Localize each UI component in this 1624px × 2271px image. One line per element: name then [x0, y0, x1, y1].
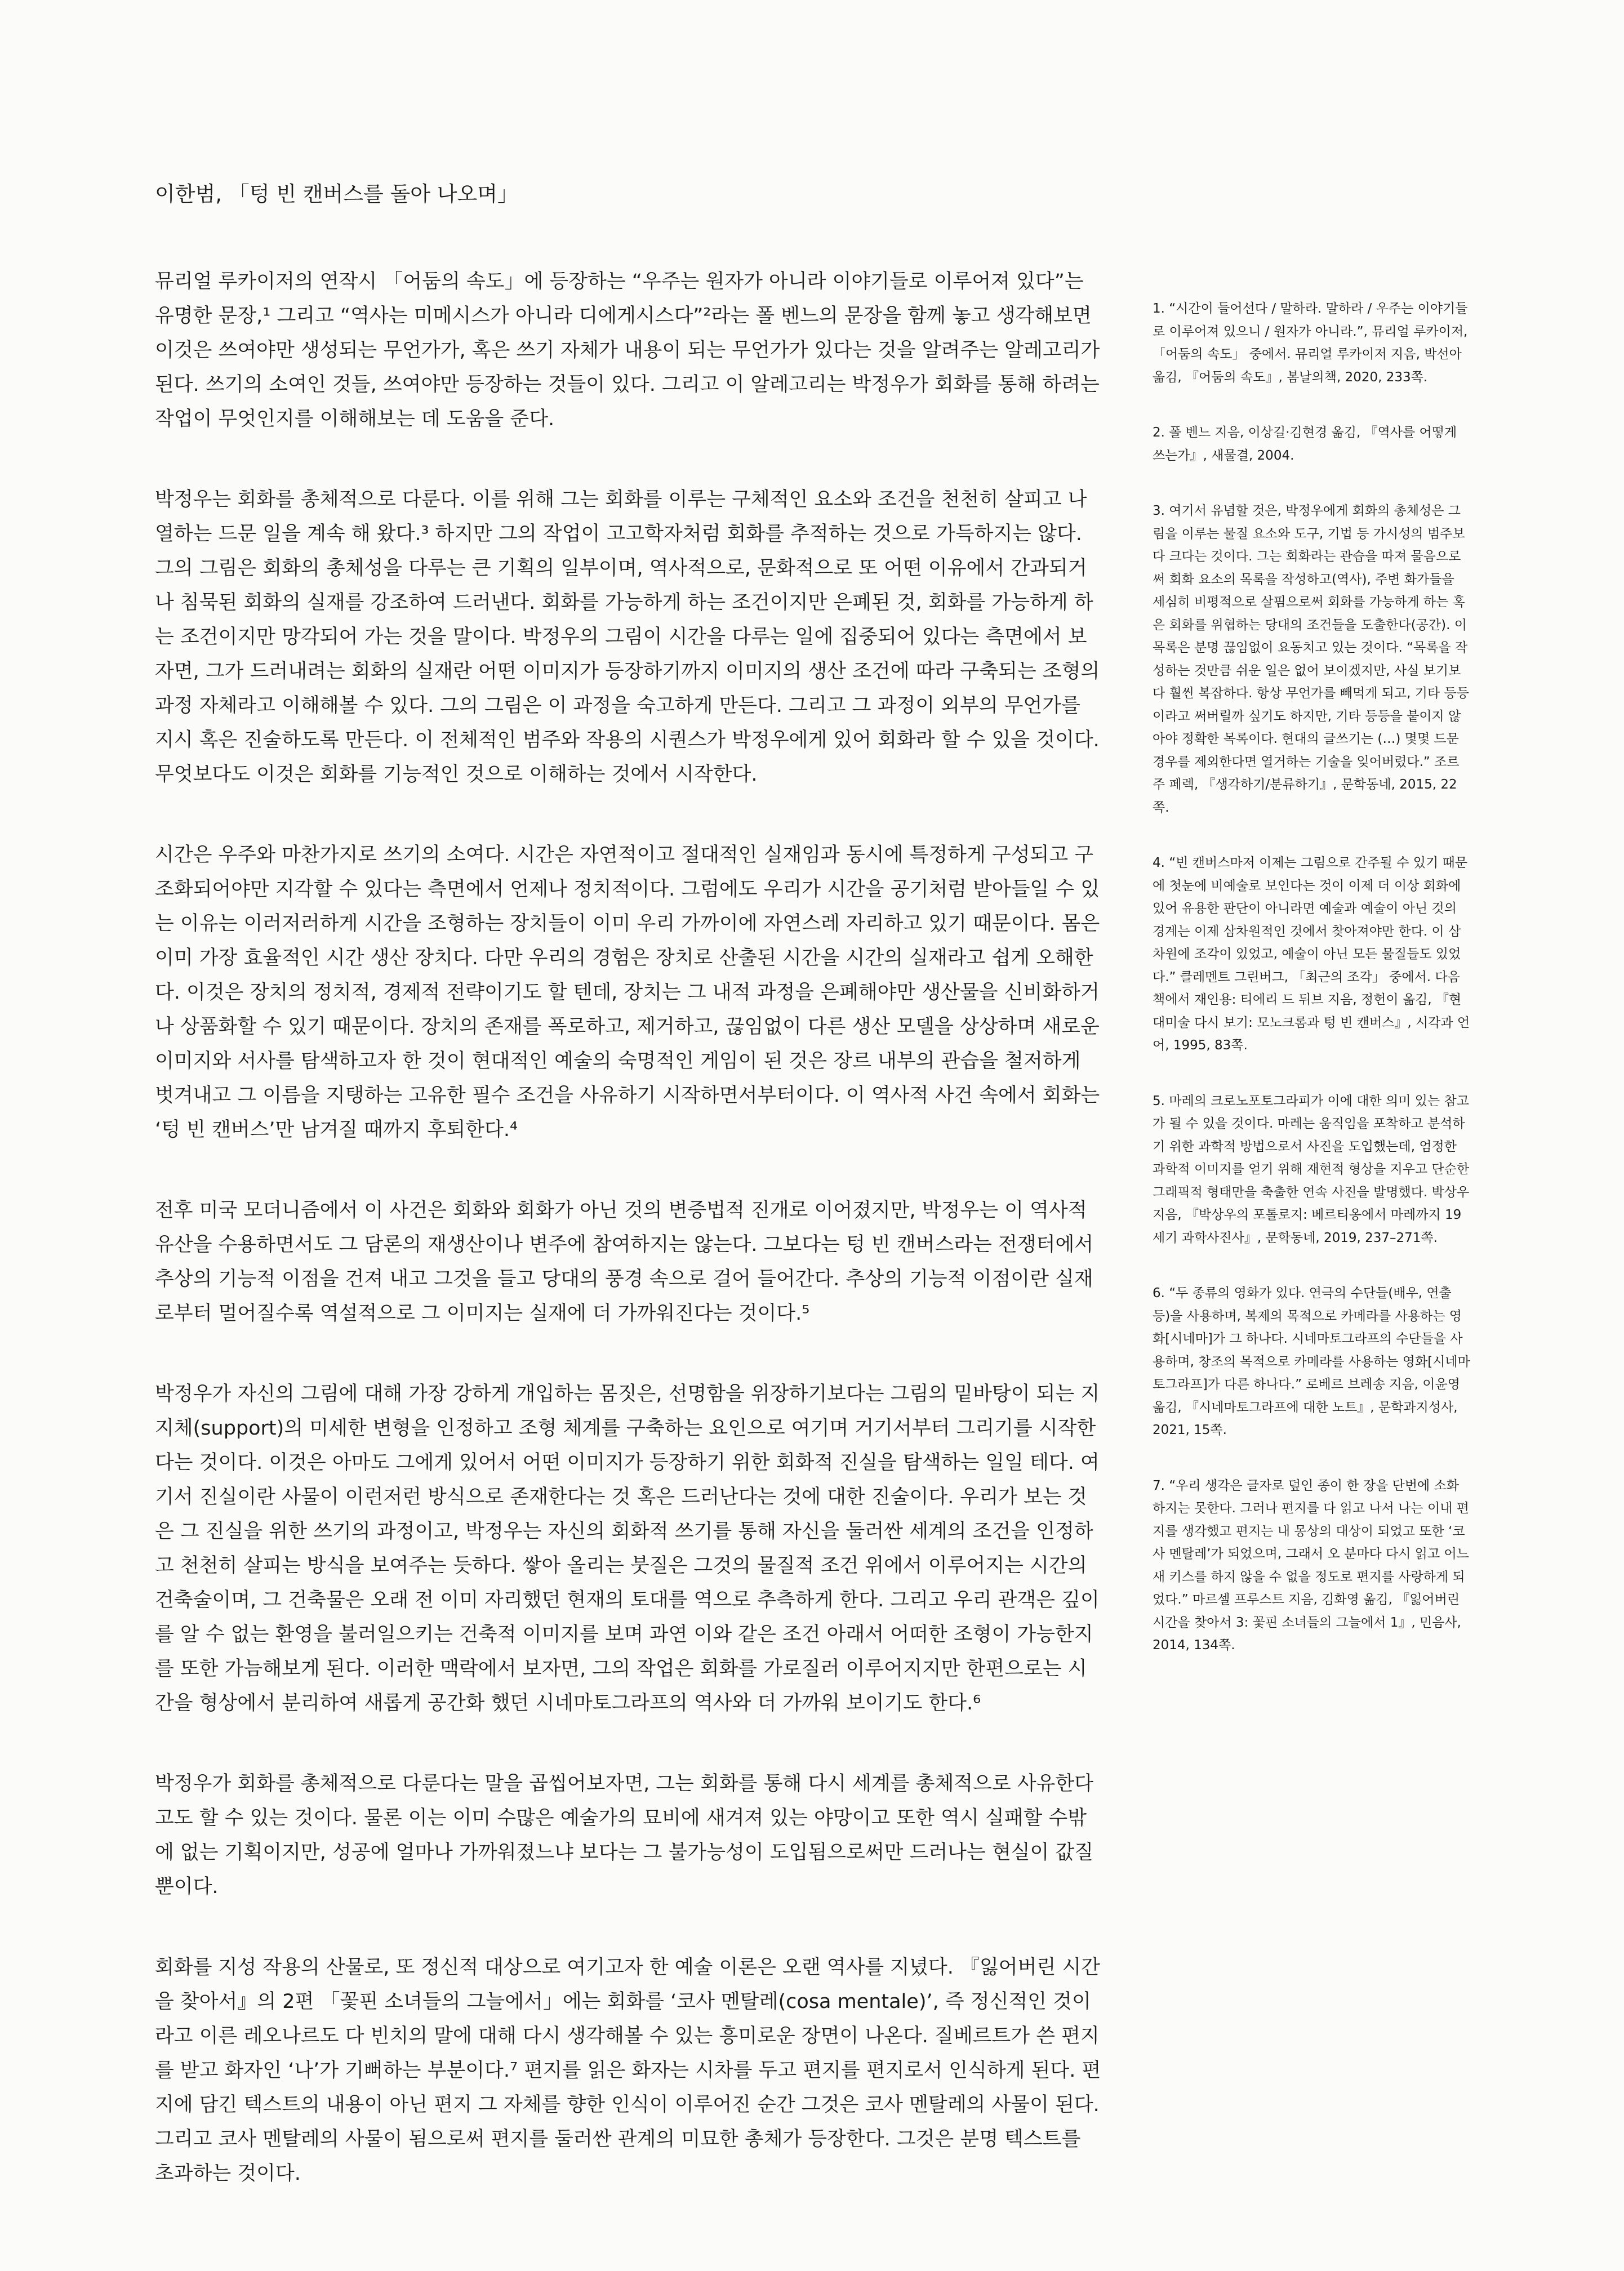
paragraph: 박정우는 회화를 총체적으로 다룬다. 이를 위해 그는 회화를 이루는 구체적인 요소와 조건을 천천히 살피고 나열하는 드문 일을 계속 해 왔다.³ 하지만 그의 작업이 고고학자처럼 회화를 추적하는 것으로 가득하지는 않다. 그의 그림은 회화의 총체성을 다루는 큰 기획의 일부이며, 역사적으로, 문화적으로 또 어떤 이유에서 간과되거나 침묵된 회화의 실재를 강조하여 드러낸다. 회화를 가능하게 하는 조건이지만 은폐된 것, 회화를 가능하게 하는 조건이지만 망각되어 가는 것을 말이다. 박정우의 그림이 시간을 다루는 일에 집중되어 있다는 측면에서 보자면, 그가 드러내려는 회화의 실재란 어떤 이미지가 등장하기까지 이미지의 생산 조건에 따라 구축되는 조형의 과정 자체라고 이해해볼 수 있다. 그의 그림은 이 과정을 숙고하게 만든다. 그리고 그 과정이 외부의 무언가를 지시 혹은 진술하도록 만든다. 이 전체적인 범주와 작용의 시퀀스가 박정우에게 있어 회화라 할 수 있을 것이다. 무엇보다도 이것은 회화를 기능적인 것으로 이해하는 것에서 시작한다. — [155, 488, 1100, 786]
footnote: 7. “우리 생각은 글자로 덮인 종이 한 장을 단번에 소화하지는 못한다. 그러나 편지를 다 읽고 나서 나는 이내 편지를 생각했고 편지는 내 몽상의 대상이 되었고 또한 ‘코사 멘탈레’가 되었으며, 그래서 오 분마다 다시 읽고 어느새 키스를 하지 않을 수 없을 정도로 편지를 사랑하게 되었다.” 마르셀 프루스트 지음, 김화영 옮김, 『잃어버린 시간을 찾아서 3: 꽃핀 소녀들의 그늘에서 1』, 민음사, 2014, 134쪽. — [1153, 1478, 1469, 1653]
footnotes-column — [1153, 297, 1471, 1690]
paragraph: 전후 미국 모더니즘에서 이 사건은 회화와 회화가 아닌 것의 변증법적 진개로 이어졌지만, 박정우는 이 역사적 유산을 수용하면서도 그 담론의 재생산이나 변주에 참여하지는 않는다. 그보다는 텅 빈 캔버스라는 전쟁터에서 추상의 기능적 이점을 건져 내고 그것을 들고 당대의 풍경 속으로 걸어 들어간다. 추상의 기능적 이점이란 실재로부터 멀어질수록 역설적으로 그 이미지는 실재에 더 가까워진다는 것이다.⁵ — [155, 1199, 1094, 1325]
main-text — [155, 265, 1101, 2237]
paragraph: 박정우가 회화를 총체적으로 다룬다는 말을 곱씹어보자면, 그는 회화를 통해 다시 세계를 총체적으로 사유한다고도 할 수 있는 것이다. 물론 이는 이미 수많은 예술가의 묘비에 새겨져 있는 야망이고 또한 역시 실패할 수밖에 없는 기획이지만, 성공에 얼마나 가까워졌느냐 보다는 그 불가능성이 도입됨으로써만 드러나는 현실이 값질 뿐이다. — [155, 1773, 1094, 1898]
footnote: 1. “시간이 들어선다 / 말하라. 말하라 / 우주는 이야기들로 이루어져 있으니 / 원자가 아니라.”, 뮤리얼 루카이저, 「어둠의 속도」 중에서. 뮤리얼 루카이저 지음, 박선아 옮김, 『어둠의 속도』, 봄날의책, 2020, 233쪽. — [1153, 301, 1468, 385]
paragraph: 박정우가 자신의 그림에 대해 가장 강하게 개입하는 몸짓은, 선명함을 위장하기보다는 그림의 밑바탕이 되는 지지체(support)의 미세한 변형을 인정하고 조형 체계를 구축하는 요인으로 여기며 거기서부터 그리기를 시작한다는 것이다. 이것은 아마도 그에게 있어서 어떤 이미지가 등장하기 위한 회화적 진실을 탐색하는 일일 테다. 여기서 진실이란 사물이 이런저런 방식으로 존재한다는 것 혹은 드러난다는 것에 대한 진술이다. 우리가 보는 것은 그 진실을 위한 쓰기의 과정이고, 박정우는 자신의 회화적 쓰기를 통해 자신을 둘러싼 세계의 조건을 인정하고 천천히 살피는 방식을 보여주는 듯하다. 쌓아 올리는 붓질은 그것의 물질적 조건 위에서 이루어지는 시간의 건축술이며, 그 건축물은 오래 전 이미 자리했던 현재의 토대를 역으로 추측하게 한다. 그리고 우리 관객은 깊이를 알 수 없는 환영을 불러일으키는 건축적 이미지를 보며 과연 이와 같은 조건 아래서 어떠한 조형이 가능한지를 또한 가늠해보게 된다. 이러한 맥락에서 보자면, 그의 작업은 회화를 가로질러 이루어지지만 한편으로는 시간을 형상에서 분리하여 새롭게 공간화 했던 시네마토그라프의 역사와 더 가까워 보이기도 한다.⁶ — [155, 1383, 1100, 1715]
footnote: 6. “두 종류의 영화가 있다. 연극의 수단들(배우, 연출 등)을 사용하며, 복제의 목적으로 카메라를 사용하는 영화[시네마]가 그 하나다. 시네마토그라프의 수단들을 사용하며, 창조의 목적으로 카메라를 사용하는 영화[시네마토그라프]가 다른 하나다.” 로베르 브레송 지음, 이윤영 옮김, 『시네마토그라프에 대한 노트』, 문학과지성사, 2021, 15쪽. — [1153, 1286, 1470, 1437]
footnote: 4. “빈 캔버스마저 이제는 그림으로 간주될 수 있기 때문에 첫눈에 비예술로 보인다는 것이 이제 더 이상 회화에 있어 유용한 판단이 아니라면 예술과 예술이 아닌 것의 경계는 이제 삼차원적인 것에서 찾아져야만 한다. 이 삼차원에 조각이 있었고, 예술이 아닌 모든 물질들도 있었다.” 클레멘트 그린버그, 「최근의 조각」 중에서. 다음 책에서 재인용: 티에리 드 뒤브 지음, 정헌이 옮김, 『현대미술 다시 보기: 모노크롬과 텅 빈 캔버스』, 시각과 언어, 1995, 83쪽. — [1153, 856, 1470, 1053]
paragraph: 시간은 우주와 마찬가지로 쓰기의 소여다. 시간은 자연적이고 절대적인 실재임과 동시에 특정하게 구성되고 구조화되어야만 지각할 수 있다는 측면에서 언제나 정치적이다. 그럼에도 우리가 시간을 공기처럼 받아들일 수 있는 이유는 이러저러하게 시간을 조형하는 장치들이 이미 우리 가까이에 자연스레 자리하고 있기 때문이다. 몸은 이미 가장 효율적인 시간 생산 장치다. 다만 우리의 경험은 장치로 산출된 시간을 시간의 실재라고 쉽게 오해한다. 이것은 장치의 정치적, 경제적 전략이기도 할 텐데, 장치는 그 내적 과정을 은폐해야만 생산물을 신비화하거나 상품화할 수 있기 때문이다. 장치의 존재를 폭로하고, 제거하고, 끊임없이 다른 생산 모델을 상상하며 새로운 이미지와 서사를 탐색하고자 한 것이 현대적인 예술의 숙명적인 게임이 된 것은 장르 내부의 관습을 철저하게 벗겨내고 그 이름을 지탱하는 고유한 필수 조건을 사유하기 시작하면서부터이다. 이 역사적 사건 속에서 회화는 ‘텅 빈 캔버스’만 남겨질 때까지 후퇴한다.⁴ — [155, 844, 1100, 1141]
footnote: 5. 마레의 크로노포토그라피가 이에 대한 의미 있는 참고가 될 수 있을 것이다. 마레는 움직임을 포착하고 분석하기 위한 과학적 방법으로서 사진을 도입했는데, 엄정한 과학적 이미지를 얻기 위해 재현적 형상을 지우고 단순한 그래픽적 형태만을 축출한 연속 사진을 발명했다. 박상우 지음, 『박상우의 포톨로지: 베르티옹에서 마레까지 19세기 과학사진사』, 문학동네, 2019, 237–271쪽. — [1153, 1093, 1470, 1245]
essay-title: 이한범, 「텅 빈 캔버스를 돌아 나오며」 — [155, 182, 518, 206]
paragraph: 회화를 지성 작용의 산물로, 또 정신적 대상으로 여기고자 한 예술 이론은 오랜 역사를 지녔다. 『잃어버린 시간을 찾아서』의 2편 「꽃핀 소녀들의 그늘에서」에는 회화를 ‘코사 멘탈레(cosa mentale)’, 즉 정신적인 것이라고 이른 레오나르도 다 빈치의 말에 대해 다시 생각해볼 수 있는 흥미로운 장면이 나온다. 질베르트가 쓴 편지를 받고 화자인 ‘나’가 기뻐하는 부분이다.⁷ 편지를 읽은 화자는 시차를 두고 편지를 편지로서 인식하게 된다. 편지에 담긴 텍스트의 내용이 아닌 편지 그 자체를 향한 인식이 이루어진 순간 그것은 코사 멘탈레의 사물이 된다. 그리고 코사 멘탈레의 사물이 됨으로써 편지를 둘러싼 관계의 미묘한 총체가 등장한다. 그것은 분명 텍스트를 초과하는 것이다. — [155, 1956, 1101, 2185]
footnote: 3. 여기서 유념할 것은, 박정우에게 회화의 총체성은 그림을 이루는 물질 요소와 도구, 기법 등 가시성의 범주보다 크다는 것이다. 그는 회화라는 관습을 따져 물음으로써 회화 요소의 목록을 작성하고(역사), 주변 화가들을 세심히 비평적으로 살핌으로써 회화를 가능하게 하는 혹은 회화를 위협하는 당대의 조건들을 도출한다(공간). 이 목록은 분명 끊임없이 요동치고 있는 것이다. “목록을 작성하는 것만큼 쉬운 일은 없어 보이겠지만, 사실 보기보다 훨씬 복잡하다. 항상 무언가를 빼먹게 되고, 기타 등등이라고 써버릴까 싶기도 하지만, 기타 등등을 붙이지 않아야 정확한 목록이다. 현대의 글쓰기는 (…) 몇몇 드문 경우를 제외한다면 열거하는 기술을 잊어버렸다.” 조르주 페렉, 『생각하기/분류하기』, 문학동네, 2015, 22쪽. — [1153, 504, 1469, 815]
footnote: 2. 폴 벤느 지음, 이상길·김현경 옮김, 『역사를 어떻게 쓰는가』, 새물결, 2004. — [1153, 425, 1457, 463]
paragraph: 뮤리얼 루카이저의 연작시 「어둠의 속도」에 등장하는 “우주는 원자가 아니라 이야기들로 이루어져 있다”는 유명한 문장,¹ 그리고 “역사는 미메시스가 아니라 디에게시스다”²라는 폴 벤느의 문장을 함께 놓고 생각해보면 이것은 쓰여야만 생성되는 무언가가, 혹은 쓰기 자체가 내용이 되는 무언가가 있다는 것을 알려주는 알레고리가 된다. 쓰기의 소여인 것들, 쓰여야만 등장하는 것들이 있다. 그리고 이 알레고리는 박정우가 회화를 통해 하려는 작업이 무엇인지를 이해해보는 데 도움을 준다. — [155, 270, 1100, 430]
